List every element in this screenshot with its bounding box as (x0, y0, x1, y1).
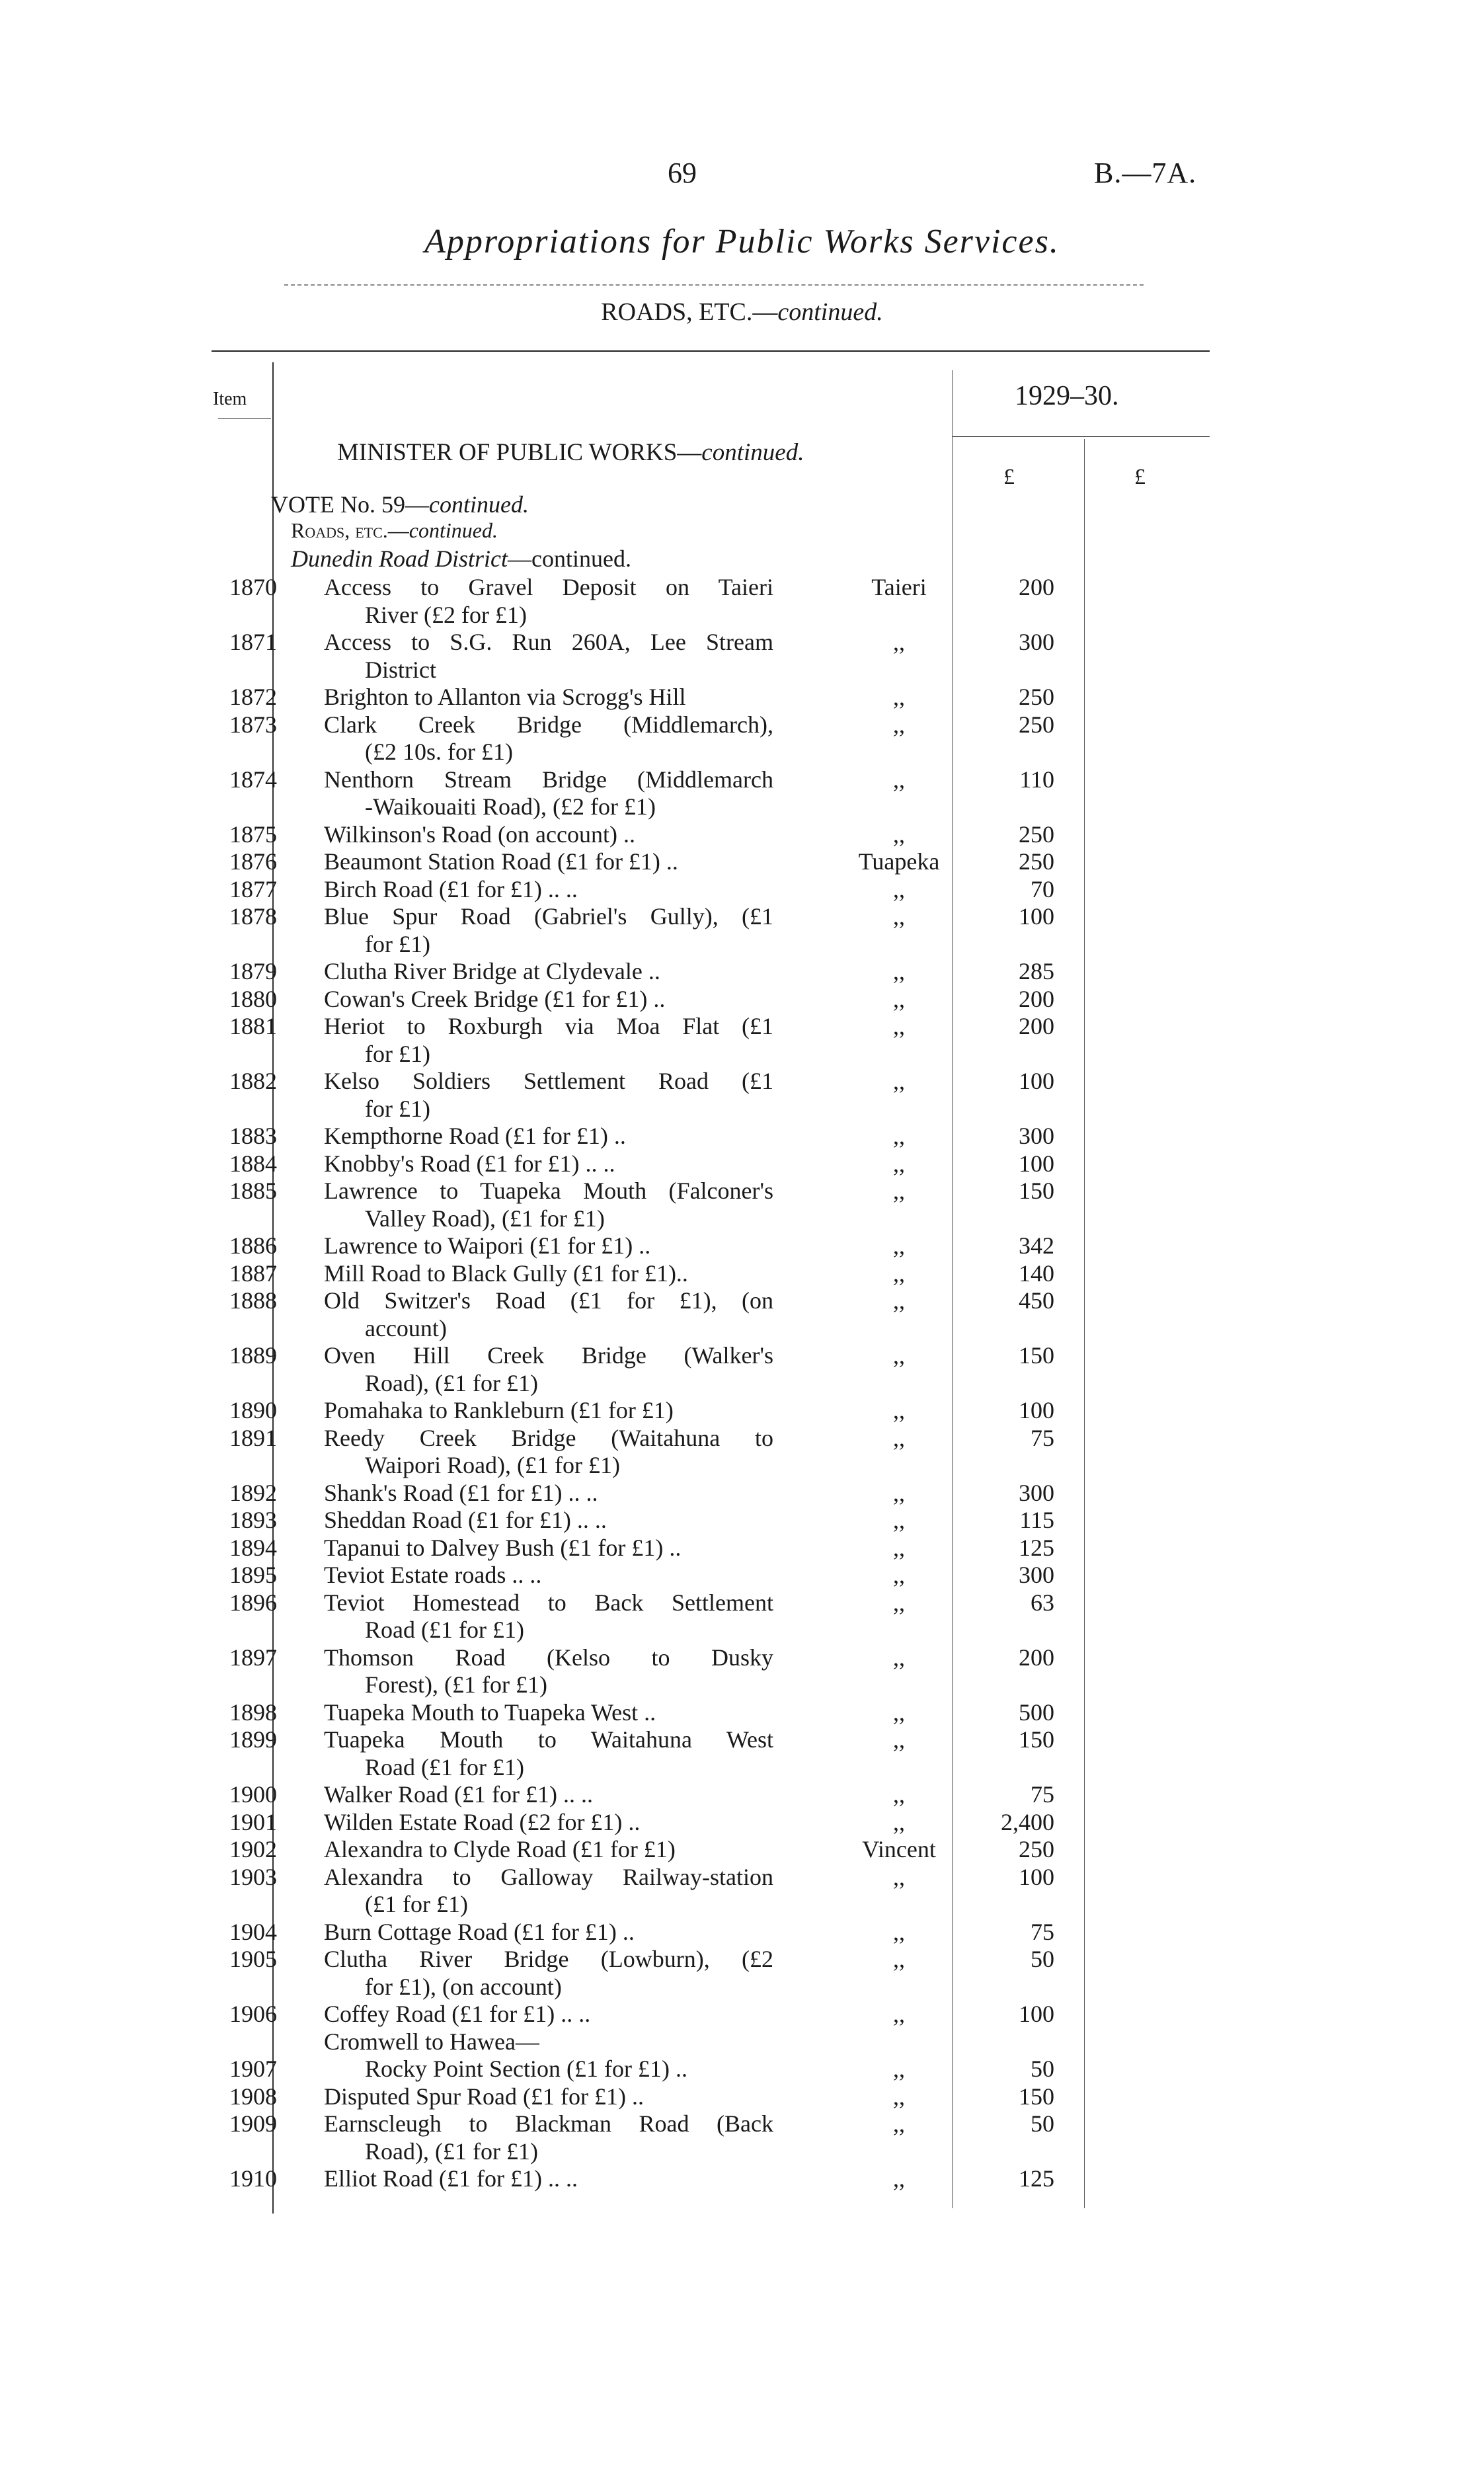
description-line: Birch Road (£1 for £1) .. .. (324, 875, 578, 902)
description-line: Cowan's Creek Bridge (£1 for £1) .. (324, 985, 666, 1012)
item-number: 1899 (229, 1726, 277, 1753)
table-row (0, 1781, 1484, 1809)
table-row (0, 2083, 1484, 2111)
district-name: ,, (893, 711, 905, 738)
description-line: (£1 for £1) (365, 1891, 468, 1917)
table-row (0, 629, 1484, 684)
amount-value: 100 (1019, 1150, 1054, 1177)
table-row (0, 1535, 1484, 1562)
district-name: ,, (893, 1150, 905, 1177)
item-number: 1892 (229, 1479, 277, 1506)
item-number: 1885 (229, 1178, 277, 1204)
table-row (0, 1919, 1484, 1946)
district-name: ,, (893, 1479, 905, 1506)
amount-value: 70 (1031, 875, 1054, 902)
description-line: District (365, 656, 436, 683)
district-name: ,, (893, 903, 905, 930)
description-line: Road), (£1 for £1) (365, 2137, 538, 2165)
district-name: ,, (893, 1424, 905, 1451)
description-line: Tuapeka Mouth to Waitahuna West (324, 1726, 773, 1753)
item-number: 1890 (229, 1397, 277, 1423)
description-line: Shank's Road (£1 for £1) .. .. (324, 1479, 598, 1506)
item-number: 1876 (229, 848, 277, 875)
amount-value: 100 (1019, 1068, 1054, 1094)
year-header-rule (952, 436, 1210, 437)
item-number: 1909 (229, 2110, 277, 2137)
table-row (0, 1726, 1484, 1781)
amount-value: 250 (1019, 711, 1054, 738)
amount-value: 200 (1019, 1644, 1054, 1671)
description-line: Coffey Road (£1 for £1) .. .. (324, 2001, 591, 2027)
item-description (324, 1342, 773, 1397)
description-line: Tapanui to Dalvey Bush (£1 for £1) .. (324, 1534, 682, 1561)
amount-value: 300 (1019, 1123, 1054, 1149)
item-description (324, 2001, 773, 2028)
description-line: Thomson Road (Kelso to Dusky (324, 1644, 773, 1671)
pound-symbol: £ (1134, 465, 1146, 489)
item-description (324, 1507, 773, 1535)
amount-value: 150 (1019, 1342, 1054, 1369)
description-line: Elliot Road (£1 for £1) .. .. (324, 2165, 578, 2192)
table-row (0, 766, 1484, 821)
amount-value: 450 (1019, 1287, 1054, 1314)
district-name: Vincent (862, 1836, 936, 1862)
table-row (0, 711, 1484, 766)
district-name: ,, (893, 1562, 905, 1588)
item-number: 1910 (229, 2165, 277, 2192)
amount-value: 150 (1019, 1178, 1054, 1204)
pound-symbol: £ (1003, 465, 1015, 489)
year-column-header: 1929–30. (1015, 381, 1119, 411)
item-description (324, 2083, 773, 2111)
table-row (0, 1480, 1484, 1507)
table-row (0, 574, 1484, 629)
table-row (0, 876, 1484, 904)
item-description (324, 1809, 773, 1837)
item-number: 1883 (229, 1123, 277, 1149)
table-row (0, 1809, 1484, 1837)
district-name: ,, (893, 1863, 905, 1890)
table-row (0, 903, 1484, 958)
description-line: Walker Road (£1 for £1) .. .. (324, 1781, 593, 1808)
district-name: ,, (893, 820, 905, 848)
description-line: Teviot Estate roads .. .. (324, 1562, 542, 1588)
description-line: Tuapeka Mouth to Tuapeka West .. (324, 1698, 656, 1726)
amount-value: 50 (1031, 2056, 1054, 2082)
district-name: ,, (893, 1342, 905, 1369)
description-line: Heriot to Roxburgh via Moa Flat (£1 (324, 1013, 773, 1039)
item-description (324, 1068, 773, 1123)
item-description (324, 629, 773, 684)
ministry-heading (337, 438, 804, 467)
section-heading (0, 298, 1484, 327)
page-number: 69 (668, 157, 697, 189)
item-description (324, 1013, 773, 1068)
description-line: Kempthorne Road (£1 for £1) .. (324, 1123, 626, 1149)
description-line: Lawrence to Waipori (£1 for £1) .. (324, 1232, 651, 1259)
item-description (324, 1919, 773, 1946)
description-line: Access to S.G. Run 260A, Lee Stream (324, 629, 773, 655)
district-name: ,, (893, 1589, 905, 1616)
item-description (324, 684, 773, 711)
item-description (324, 1864, 773, 1919)
item-description (324, 958, 773, 986)
item-description (324, 2110, 773, 2165)
item-number: 1870 (229, 574, 277, 600)
description-line: Road (£1 for £1) (365, 1753, 524, 1780)
item-number: 1895 (229, 1562, 277, 1588)
table-row (0, 958, 1484, 986)
description-line: Blue Spur Road (Gabriel's Gully), (£1 (324, 903, 773, 930)
item-number: 1893 (229, 1507, 277, 1533)
description-line: Old Switzer's Road (£1 for £1), (on (324, 1287, 773, 1314)
table-row (0, 1946, 1484, 2001)
amount-value: 50 (1031, 2110, 1054, 2137)
item-description (324, 821, 773, 849)
district-name: ,, (893, 1946, 905, 1972)
district-name: ,, (893, 1644, 905, 1671)
item-description (324, 1178, 773, 1232)
table-row (0, 1342, 1484, 1397)
item-number: 1882 (229, 1068, 277, 1094)
table-row (0, 2001, 1484, 2028)
amount-value: 300 (1019, 1562, 1054, 1588)
item-number: 1879 (229, 958, 277, 984)
table-row (0, 1150, 1484, 1178)
table-row (0, 1123, 1484, 1150)
district-name: ,, (893, 1013, 905, 1039)
description-line: Clutha River Bridge (Lowburn), (£2 (324, 1946, 773, 1972)
description-line: Disputed Spur Road (£1 for £1) .. (324, 2083, 644, 2110)
description-line: Knobby's Road (£1 for £1) .. .. (324, 1150, 615, 1177)
item-description (324, 1726, 773, 1781)
document-reference: B.—7A. (1094, 157, 1197, 189)
amount-value: 250 (1019, 1836, 1054, 1862)
amount-value: 500 (1019, 1698, 1054, 1726)
amount-value: 63 (1031, 1589, 1054, 1616)
item-number: 1908 (229, 2083, 277, 2110)
table-row (0, 848, 1484, 876)
table-row (0, 1260, 1484, 1288)
table-row (0, 1178, 1484, 1232)
district-name: ,, (893, 1698, 905, 1726)
description-line: -Waikouaiti Road), (£2 for £1) (365, 793, 656, 820)
district-name: ,, (893, 1918, 905, 1945)
table-row (0, 1562, 1484, 1589)
item-number: 1906 (229, 2001, 277, 2027)
item-description (324, 903, 773, 958)
description-line: Teviot Homestead to Back Settlement (324, 1589, 773, 1616)
amount-value: 200 (1019, 1013, 1054, 1039)
table-row (0, 1013, 1484, 1068)
amount-value: 50 (1031, 1946, 1054, 1972)
description-line: Valley Road), (£1 for £1) (365, 1205, 605, 1232)
district-name: ,, (893, 684, 905, 710)
description-line: Wilkinson's Road (on account) .. (324, 820, 635, 848)
item-number: 1907 (229, 2056, 277, 2082)
amount-value: 150 (1019, 1726, 1054, 1753)
amount-value: 250 (1019, 820, 1054, 848)
table-row (0, 1397, 1484, 1425)
item-number: 1898 (229, 1698, 277, 1726)
subheading-roads-text: Roads, etc.— (291, 518, 409, 542)
description-line: Alexandra to Clyde Road (£1 for £1) (324, 1836, 676, 1862)
item-description (324, 1480, 773, 1507)
item-number: 1874 (229, 766, 277, 793)
district-name: Tuapeka (858, 848, 940, 875)
table-row (0, 2110, 1484, 2165)
district-name: ,, (893, 766, 905, 793)
district-name: ,, (893, 2001, 905, 2027)
description-line: Sheddan Road (£1 for £1) .. .. (324, 1507, 607, 1533)
description-line: Earnscleugh to Blackman Road (Back (324, 2110, 773, 2137)
district-name: ,, (893, 1123, 905, 1149)
item-description (324, 2165, 773, 2193)
item-number: 1904 (229, 1918, 277, 1945)
table-row (0, 821, 1484, 849)
district-name: ,, (893, 1534, 905, 1561)
description-line: for £1) (365, 1095, 430, 1122)
description-line: Reedy Creek Bridge (Waitahuna to (324, 1424, 773, 1451)
district-name: ,, (893, 958, 905, 984)
item-number: 1905 (229, 1946, 277, 1972)
item-number: 1877 (229, 875, 277, 902)
item-number: 1884 (229, 1150, 277, 1177)
item-number: 1889 (229, 1342, 277, 1369)
table-row (0, 2056, 1484, 2083)
table-row (0, 1836, 1484, 1864)
item-description (324, 1589, 773, 1644)
item-description (324, 848, 773, 876)
ministry-heading-continued: continued. (701, 439, 804, 466)
amount-value: 250 (1019, 848, 1054, 875)
item-description (324, 1425, 773, 1480)
district-name: ,, (893, 1726, 905, 1753)
district-name: Taieri (871, 574, 927, 600)
description-line: Pomahaka to Rankleburn (£1 for £1) (324, 1397, 674, 1423)
amount-value: 300 (1019, 1479, 1054, 1506)
item-number: 1896 (229, 1589, 277, 1616)
subheading-district (291, 545, 631, 573)
item-description (324, 1287, 773, 1342)
amount-value: 285 (1019, 958, 1054, 984)
item-number: 1886 (229, 1232, 277, 1259)
description-line: River (£2 for £1) (365, 601, 527, 628)
description-line: for £1) (365, 1040, 430, 1067)
amount-value: 110 (1019, 766, 1054, 793)
amount-value: 2,400 (1001, 1808, 1054, 1835)
table-row (0, 1068, 1484, 1123)
description-line: Lawrence to Tuapeka Mouth (Falconer's (324, 1178, 773, 1204)
table-row (0, 1425, 1484, 1480)
item-number: 1873 (229, 711, 277, 738)
item-number: 1903 (229, 1863, 277, 1890)
district-name: ,, (893, 875, 905, 902)
item-description (324, 1535, 773, 1562)
table-row (0, 1287, 1484, 1342)
description-line: Burn Cottage Road (£1 for £1) .. (324, 1918, 635, 1945)
amount-value: 200 (1019, 985, 1054, 1012)
item-description (324, 1946, 773, 2001)
amount-value: 125 (1019, 2165, 1054, 2192)
table-top-rule (212, 350, 1210, 352)
table-row (0, 2028, 1484, 2056)
item-number: 1875 (229, 820, 277, 848)
table-row (0, 1589, 1484, 1644)
page-title: Appropriations for Public Works Services. (424, 223, 1060, 260)
item-number: 1880 (229, 985, 277, 1012)
subheading-district-continued: —continued. (507, 545, 631, 572)
description-line: Road (£1 for £1) (365, 1617, 524, 1643)
vote-heading (271, 491, 529, 518)
description-line: Wilden Estate Road (£2 for £1) .. (324, 1808, 641, 1835)
description-line: Nenthorn Stream Bridge (Middlemarch (324, 766, 773, 793)
description-line: Access to Gravel Deposit on Taieri (324, 574, 773, 600)
district-name: ,, (893, 2110, 905, 2137)
item-description (324, 766, 773, 821)
amount-value: 100 (1019, 1863, 1054, 1890)
description-line: for £1), (on account) (365, 1973, 562, 2000)
district-name: ,, (893, 1507, 905, 1533)
district-name: ,, (893, 1178, 905, 1204)
description-line: Beaumont Station Road (£1 for £1) .. (324, 848, 678, 875)
item-number: 1901 (229, 1808, 277, 1835)
item-description (324, 1562, 773, 1589)
section-heading-continued: continued. (777, 298, 883, 326)
table-row (0, 986, 1484, 1014)
item-description (324, 711, 773, 766)
district-name: ,, (893, 2083, 905, 2110)
district-name: ,, (893, 629, 905, 655)
description-line: Brighton to Allanton via Scrogg's Hill (324, 684, 686, 710)
item-column-header: Item (213, 389, 247, 409)
description-line: Mill Road to Black Gully (£1 for £1).. (324, 1259, 688, 1287)
amount-value: 75 (1031, 1781, 1054, 1808)
description-line: Road), (£1 for £1) (365, 1369, 538, 1396)
subheading-roads-continued: continued. (409, 518, 498, 542)
item-description (324, 1836, 773, 1864)
amount-value: 140 (1019, 1259, 1054, 1287)
district-name: ,, (893, 1781, 905, 1808)
amount-value: 115 (1019, 1507, 1054, 1533)
item-description (324, 876, 773, 904)
district-name: ,, (893, 1232, 905, 1259)
table-row (0, 1507, 1484, 1535)
item-description (324, 1644, 773, 1699)
description-line: Rocky Point Section (£1 for £1) .. (365, 2056, 687, 2082)
item-number: 1872 (229, 684, 277, 710)
district-name: ,, (893, 2165, 905, 2192)
table-row (0, 1644, 1484, 1699)
district-name: ,, (893, 2056, 905, 2082)
item-description (324, 1150, 773, 1178)
district-name: ,, (893, 985, 905, 1012)
description-line: Oven Hill Creek Bridge (Walker's (324, 1342, 773, 1369)
table-row (0, 1864, 1484, 1919)
item-description (324, 1123, 773, 1150)
amount-value: 100 (1019, 2001, 1054, 2027)
item-description (324, 2028, 773, 2056)
item-header-rule (218, 418, 271, 419)
ministry-heading-text: MINISTER OF PUBLIC WORKS— (337, 439, 702, 466)
section-heading-text: ROADS, ETC.— (601, 298, 778, 326)
item-description (324, 2056, 773, 2083)
table-row (0, 684, 1484, 711)
amount-value: 75 (1031, 1424, 1054, 1451)
district-name: ,, (893, 1068, 905, 1094)
table-row (0, 2165, 1484, 2193)
subheading-district-name: Dunedin Road District (291, 545, 508, 572)
description-line: Clark Creek Bridge (Middlemarch), (324, 711, 773, 738)
amount-value: 100 (1019, 1397, 1054, 1423)
description-line: Forest), (£1 for £1) (365, 1671, 547, 1698)
amount-value: 75 (1031, 1918, 1054, 1945)
district-name: ,, (893, 1397, 905, 1423)
description-line: account) (365, 1314, 447, 1341)
description-line: Clutha River Bridge at Clydevale .. (324, 958, 660, 984)
item-number: 1878 (229, 903, 277, 930)
item-description (324, 1260, 773, 1288)
description-line: Cromwell to Hawea— (324, 2028, 539, 2055)
amount-value: 150 (1019, 2083, 1054, 2110)
item-description (324, 1699, 773, 1727)
district-name: ,, (893, 1287, 905, 1314)
title-divider (284, 284, 1144, 286)
item-number: 1871 (229, 629, 277, 655)
item-description (324, 1781, 773, 1809)
item-number: 1894 (229, 1534, 277, 1561)
table-row (0, 1232, 1484, 1260)
vote-heading-continued: continued. (428, 491, 529, 518)
amount-value: 100 (1019, 903, 1054, 930)
description-line: (£2 10s. for £1) (365, 739, 513, 765)
table-row (0, 1699, 1484, 1727)
item-description (324, 1232, 773, 1260)
district-name: ,, (893, 1259, 905, 1287)
description-line: Waipori Road), (£1 for £1) (365, 1452, 620, 1478)
amount-value: 125 (1019, 1534, 1054, 1561)
item-description (324, 986, 773, 1014)
description-line: for £1) (365, 930, 430, 957)
item-description (324, 574, 773, 629)
item-number: 1900 (229, 1781, 277, 1808)
item-number: 1891 (229, 1424, 277, 1451)
item-number: 1897 (229, 1644, 277, 1671)
item-number: 1888 (229, 1287, 277, 1314)
vote-heading-text: VOTE No. 59— (271, 491, 429, 518)
item-number: 1887 (229, 1259, 277, 1287)
amount-value: 300 (1019, 629, 1054, 655)
district-name: ,, (893, 1808, 905, 1835)
subheading-roads (291, 518, 498, 543)
description-line: Kelso Soldiers Settlement Road (£1 (324, 1068, 773, 1094)
item-description (324, 1397, 773, 1425)
amount-value: 200 (1019, 574, 1054, 600)
item-number: 1902 (229, 1836, 277, 1862)
amount-value: 250 (1019, 684, 1054, 710)
amount-value: 342 (1019, 1232, 1054, 1259)
description-line: Alexandra to Galloway Railway-station (324, 1863, 773, 1890)
item-number: 1881 (229, 1013, 277, 1039)
